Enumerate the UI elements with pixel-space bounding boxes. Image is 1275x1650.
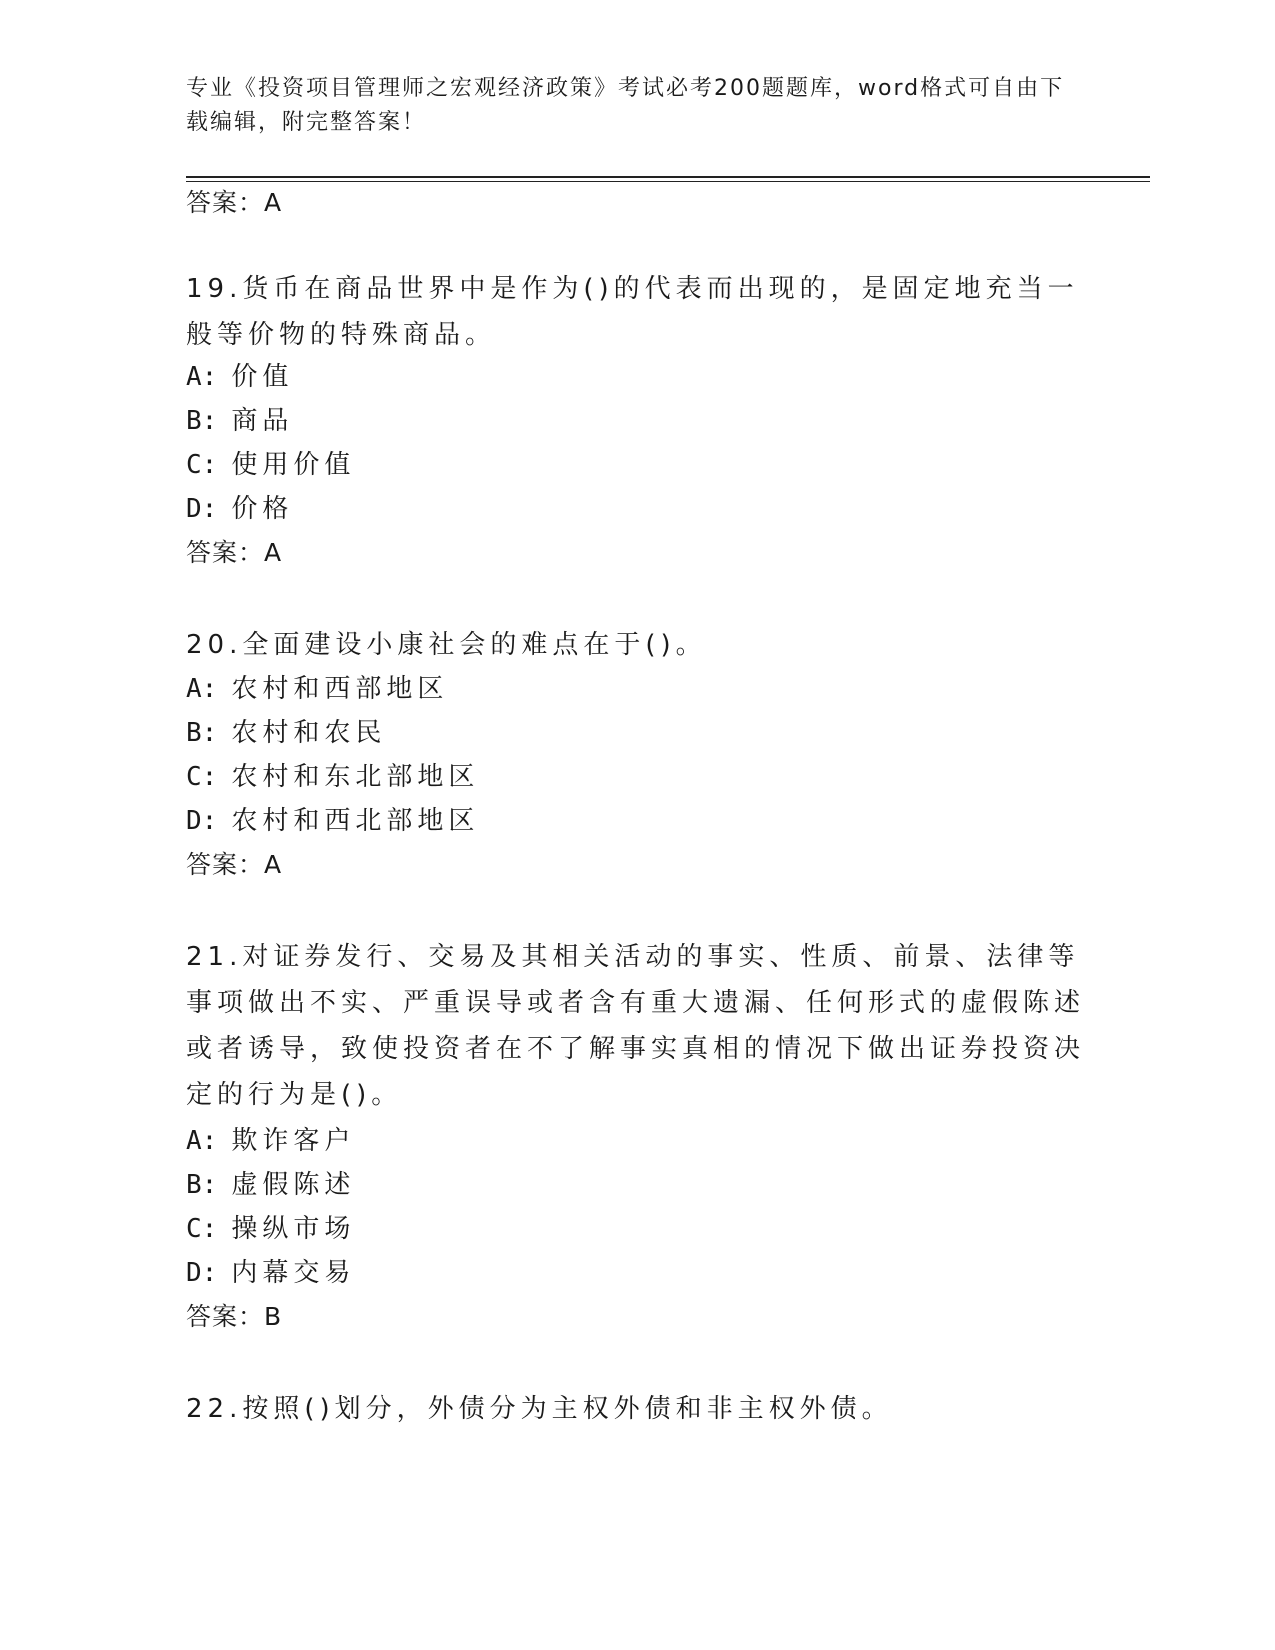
question-20-option-d (186, 804, 479, 838)
header-divider (186, 176, 1150, 182)
question-20-option-c (186, 760, 479, 794)
option-text: 内幕交易 (231, 1258, 356, 1288)
question-19-option-b (186, 404, 293, 438)
question-19-text: 19.货币在商品世界中是作为()的代表而出现的，是固定地充当一般等价物的特殊商品。 (186, 274, 1079, 350)
question-19-option-c (186, 448, 355, 482)
answer-prev: 答案：A (186, 188, 283, 217)
option-text: 使用价值 (231, 450, 356, 480)
question-19-option-a (186, 360, 293, 394)
option-letter: D: (186, 806, 218, 836)
question-20-answer: 答案：A (186, 850, 283, 879)
option-letter: C: (186, 450, 218, 480)
question-22-text: 22.按照()划分，外债分为主权外债和非主权外债。 (186, 1394, 893, 1424)
question-21-text: 21.对证券发行、交易及其相关活动的事实、性质、前景、法律等事项做出不实、严重误导或者含有重大遗漏、任何形式的虚假陈述或者诱导，致使投资者在不了解事实真相的情况下做出证券投资决定的行为是()。 (186, 942, 1086, 1110)
question-20-option-b (186, 716, 386, 750)
option-text: 农村和农民 (231, 718, 387, 748)
option-text: 价格 (231, 494, 294, 524)
option-letter: B: (186, 406, 218, 436)
option-letter: A: (186, 362, 218, 392)
question-19-answer: 答案：A (186, 538, 283, 567)
option-text: 价值 (231, 362, 294, 392)
question-21-option-b (186, 1168, 355, 1202)
option-letter: D: (186, 1258, 218, 1288)
question-19-option-d (186, 492, 293, 526)
option-text: 农村和西北部地区 (231, 806, 480, 836)
option-text: 操纵市场 (231, 1214, 356, 1244)
question-21-option-d (186, 1256, 355, 1290)
option-letter: A: (186, 1126, 218, 1156)
option-letter: B: (186, 718, 218, 748)
option-letter: A: (186, 674, 218, 704)
option-letter: C: (186, 762, 218, 792)
option-letter: C: (186, 1214, 218, 1244)
question-21-option-c (186, 1212, 355, 1246)
option-text: 商品 (231, 406, 294, 436)
question-20-option-a (186, 672, 448, 706)
option-text: 欺诈客户 (231, 1126, 356, 1156)
question-21-option-a (186, 1124, 355, 1158)
document-header: 专业《投资项目管理师之宏观经济政策》考试必考200题题库，word格式可自由下载编辑，附完整答案！ (186, 76, 1065, 135)
option-text: 虚假陈述 (231, 1170, 356, 1200)
question-21-answer: 答案：B (186, 1302, 283, 1331)
question-20-text: 20.全面建设小康社会的难点在于()。 (186, 630, 707, 660)
option-letter: D: (186, 494, 218, 524)
option-letter: B: (186, 1170, 218, 1200)
option-text: 农村和西部地区 (231, 674, 449, 704)
option-text: 农村和东北部地区 (231, 762, 480, 792)
